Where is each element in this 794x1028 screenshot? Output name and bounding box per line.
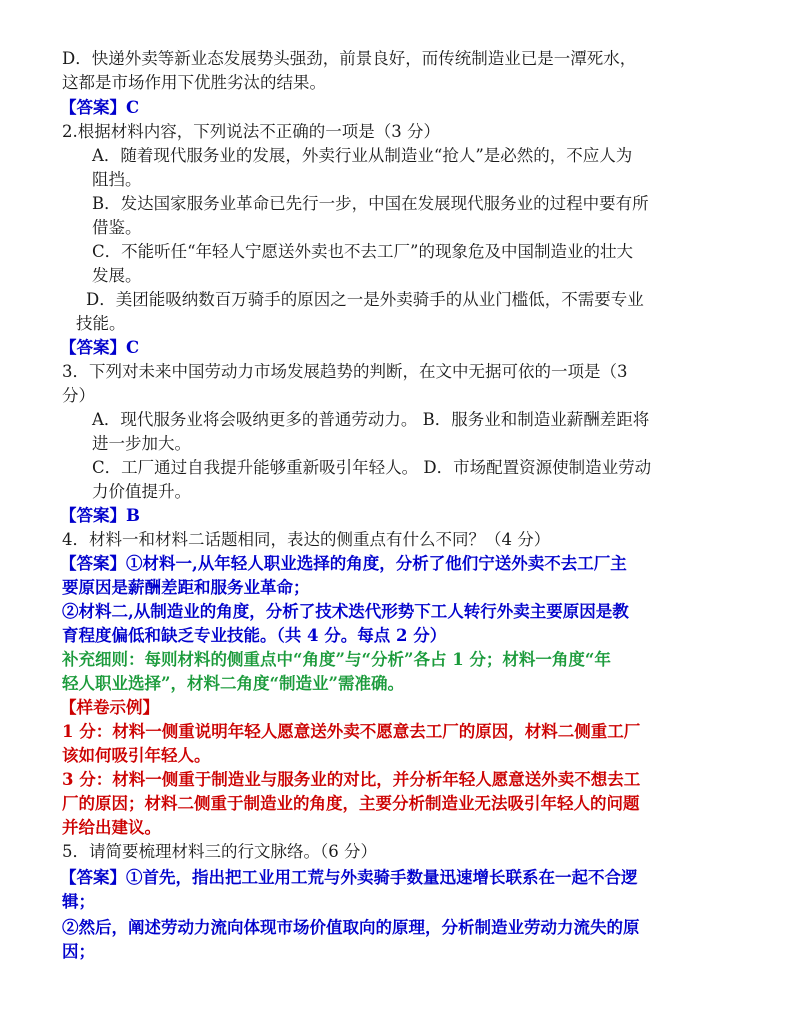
supplement-rule-line-1: 补充细则：每则材料的侧重点中“角度”与“分析”各占 1 分；材料一角度“年 (62, 650, 611, 669)
q2-option-c-line-2: 发展。 (92, 266, 142, 285)
q2-option-d-line-2: 技能。 (76, 314, 126, 333)
answer-q3: 【答案】B (60, 506, 140, 525)
q2-option-b-line-2: 借鉴。 (92, 218, 142, 237)
sample-1pt-line-1: 1 分：材料一侧重说明年轻人愿意送外卖不愿意去工厂的原因，材料二侧重工厂 (62, 722, 641, 741)
answer-q4-line-3: ②材料二,从制造业的角度，分析了技术迭代形势下工人转行外卖主要原因是教 (62, 602, 629, 621)
question-5: 5．请简要梳理材料三的行文脉络。（6 分） (62, 842, 377, 861)
answer-q2: 【答案】C (60, 338, 140, 357)
answer-q4-line-1: 【答案】①材料一,从年轻人职业选择的角度，分析了他们宁送外卖不去工厂主 (60, 554, 627, 573)
answer-q5-line-4: 因； (62, 942, 95, 961)
question-3-line-1: 3．下列对未来中国劳动力市场发展趋势的判断，在文中无据可依的一项是（3 (62, 362, 628, 381)
answer-q4-line-2: 要原因是薪酬差距和服务业革命； (62, 578, 310, 597)
supplement-rule-line-2: 轻人职业选择”，材料二角度“制造业”需准确。 (62, 674, 404, 693)
q2-option-a-line-2: 阻挡。 (92, 170, 142, 189)
q3-options-ab-line-1: A．现代服务业将会吸纳更多的普通劳动力。 B．服务业和制造业薪酬差距将 (92, 410, 650, 429)
question-2: 2.根据材料内容，下列说法不正确的一项是（3 分） (62, 122, 440, 141)
option-d-line-2: 这都是市场作用下优胜劣汰的结果。 (62, 73, 326, 92)
answer-q5-line-1: 【答案】①首先，指出把工业用工荒与外卖骑手数量迅速增长联系在一起不合逻 (60, 868, 638, 887)
answer-q5-line-2: 辑； (62, 892, 95, 911)
option-d-line-1: D．快递外卖等新业态发展势头强劲，前景良好，而传统制造业已是一潭死水， (62, 49, 637, 68)
sample-3pt-line-3: 并给出建议。 (62, 818, 161, 837)
sample-3pt-line-1: 3 分：材料一侧重于制造业与服务业的对比，并分析年轻人愿意送外卖不想去工 (62, 770, 641, 789)
question-3-line-2: 分） (62, 386, 95, 405)
q2-option-d-line-1: D．美团能吸纳数百万骑手的原因之一是外卖骑手的从业门槛低，不需要专业 (86, 290, 644, 309)
answer-q1: 【答案】C (60, 98, 140, 117)
sample-heading: 【样卷示例】 (60, 698, 159, 717)
q3-options-ab-line-2: 进一步加大。 (92, 434, 191, 453)
q3-options-cd-line-1: C．工厂通过自我提升能够重新吸引年轻人。 D．市场配置资源使制造业劳动 (92, 458, 652, 477)
sample-3pt-line-2: 厂的原因；材料二侧重于制造业的角度，主要分析制造业无法吸引年轻人的问题 (62, 794, 640, 813)
answer-q5-line-3: ②然后，阐述劳动力流向体现市场价值取向的原理，分析制造业劳动力流失的原 (62, 918, 640, 937)
answer-q4-line-4: 育程度偏低和缺乏专业技能。（共 4 分。每点 2 分） (62, 626, 447, 645)
q3-options-cd-line-2: 力价值提升。 (92, 482, 191, 501)
sample-1pt-line-2: 该如何吸引年轻人。 (62, 746, 211, 765)
q2-option-a-line-1: A．随着现代服务业的发展，外卖行业从制造业“抢人”是必然的，不应人为 (92, 146, 633, 165)
q2-option-b-line-1: B．发达国家服务业革命已先行一步，中国在发展现代服务业的过程中要有所 (92, 194, 649, 213)
question-4: 4．材料一和材料二话题相同，表达的侧重点有什么不同？（4 分） (62, 530, 551, 549)
q2-option-c-line-1: C．不能听任“年轻人宁愿送外卖也不去工厂”的现象危及中国制造业的壮大 (92, 242, 633, 261)
